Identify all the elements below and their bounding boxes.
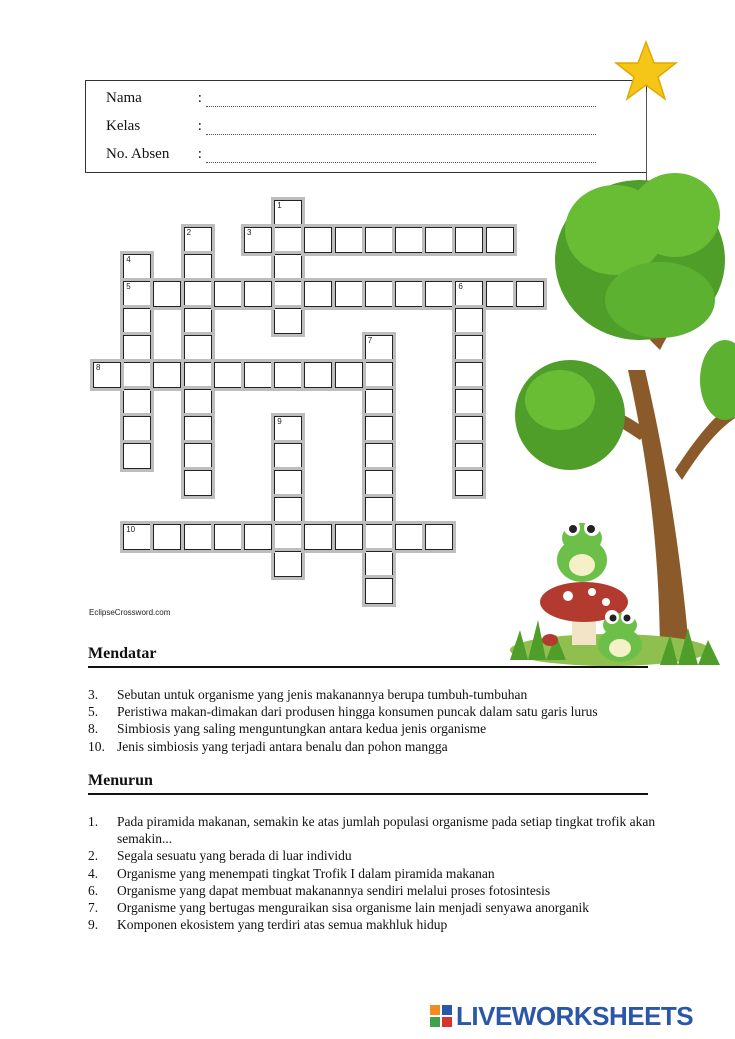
crossword-cell[interactable] (365, 578, 393, 604)
liveworksheets-logo (430, 1002, 693, 1030)
crossword-cell[interactable] (455, 335, 483, 361)
crossword-cell[interactable] (274, 524, 302, 550)
crossword-cell[interactable] (304, 524, 332, 550)
crossword-cell[interactable] (425, 281, 453, 307)
crossword-cell[interactable] (123, 254, 151, 280)
crossword-cell[interactable] (123, 308, 151, 334)
crossword-cell[interactable] (123, 416, 151, 442)
clue-number: 8 (96, 363, 101, 372)
clue-item: 4. Organisme yang menempati tingkat Trofik I dalam piramida makanan (88, 865, 495, 881)
crossword-cell[interactable] (365, 389, 393, 415)
crossword-cell[interactable] (335, 281, 363, 307)
crossword-cell[interactable] (335, 362, 363, 388)
clue-number: 3 (247, 228, 252, 237)
clue-item: 10. Jenis simbiosis yang terjadi antara benalu dan pohon mangga (88, 738, 448, 754)
clue-number: 1 (277, 201, 282, 210)
crossword-cell[interactable] (214, 524, 242, 550)
crossword-cell[interactable] (274, 254, 302, 280)
crossword-cell[interactable] (123, 524, 151, 550)
crossword-cell[interactable] (214, 281, 242, 307)
down-clue-list (88, 813, 658, 933)
crossword-cell[interactable] (274, 200, 302, 226)
crossword-cell[interactable] (244, 281, 272, 307)
clue-item: 7. Organisme yang bertugas menguraikan sisa organisme lain menjadi senyawa anorganik (88, 900, 589, 916)
down-rule (88, 793, 648, 795)
crossword-cell[interactable] (274, 551, 302, 577)
crossword-cell[interactable] (123, 443, 151, 469)
crossword-cell[interactable] (184, 254, 212, 280)
down-title: Menurun (88, 772, 153, 789)
crossword-cell[interactable] (153, 362, 181, 388)
crossword-cell[interactable] (274, 416, 302, 442)
crossword-cell[interactable] (455, 227, 483, 253)
crossword-cell[interactable] (365, 281, 393, 307)
crossword-cell[interactable] (274, 227, 302, 253)
clue-item: 3. Sebutan untuk organisme yang jenis makanannya berupa tumbuh-tumbuhan (88, 687, 528, 702)
crossword-cell[interactable] (365, 551, 393, 577)
crossword-cell[interactable] (365, 497, 393, 523)
crossword-cell[interactable] (274, 281, 302, 307)
crossword-cell[interactable] (455, 470, 483, 496)
class-row: Kelas : (106, 118, 596, 135)
clue-item: 8. Simbiosis yang saling menguntungkan antara kedua jenis organisme (88, 721, 487, 737)
clue-number: 10 (126, 525, 136, 534)
crossword-cell[interactable] (184, 416, 212, 442)
crossword-cell[interactable] (184, 389, 212, 415)
clue-item: 9. Komponen ekosistem yang terdiri atas semua makhluk hidup (88, 917, 448, 933)
clue-item: 6. Organisme yang dapat membuat makanannya sendiri melalui proses fotosintesis (88, 882, 551, 898)
clue-number: 6 (458, 282, 463, 291)
crossword-cell[interactable] (214, 362, 242, 388)
name-label: Nama (106, 90, 142, 106)
crossword-cell[interactable] (425, 524, 453, 550)
crossword-cell[interactable] (244, 524, 272, 550)
crossword-cell[interactable] (365, 470, 393, 496)
crossword-cell[interactable] (335, 227, 363, 253)
crossword-cell[interactable] (274, 308, 302, 334)
crossword-cell[interactable] (274, 470, 302, 496)
crossword-cell[interactable] (184, 443, 212, 469)
crossword-cell[interactable] (123, 389, 151, 415)
crossword-cell[interactable] (455, 308, 483, 334)
crossword-cell[interactable] (123, 281, 151, 307)
crossword-cell[interactable] (184, 227, 212, 253)
across-rule (88, 666, 648, 668)
crossword-cell[interactable] (365, 443, 393, 469)
across-title: Mendatar (88, 645, 157, 662)
crossword-cell[interactable] (365, 335, 393, 361)
crossword-cell[interactable] (123, 362, 151, 388)
clue-number: 9 (277, 417, 282, 426)
clue-number: 4 (126, 255, 131, 264)
name-row: Nama : (106, 90, 596, 107)
crossword-cell[interactable] (425, 227, 453, 253)
clue-number: 2 (186, 228, 192, 237)
class-label: Kelas (106, 118, 141, 134)
crossword-cell[interactable] (184, 524, 212, 550)
crossword-cell[interactable] (304, 281, 332, 307)
crossword-cell[interactable] (244, 227, 272, 253)
clue-item: 1. Pada piramida makanan, semakin ke atas jumlah populasi organisme pada setiap tingkat trofik akan semakin... (88, 814, 656, 847)
absen-row: No. Absen : (106, 146, 596, 163)
crossword-cell[interactable] (184, 308, 212, 334)
clue-number: 5 (126, 282, 131, 291)
crossword-cell[interactable] (93, 362, 121, 388)
crossword-cell[interactable] (153, 524, 181, 550)
crossword-cell[interactable] (274, 362, 302, 388)
crossword-cell[interactable] (455, 443, 483, 469)
crossword-cell[interactable] (184, 362, 212, 388)
across-clue-list (88, 686, 658, 755)
crossword-cell[interactable] (304, 362, 332, 388)
crossword-cell[interactable] (455, 362, 483, 388)
crossword-cell[interactable] (365, 362, 393, 388)
crossword-cell[interactable] (455, 281, 483, 307)
crossword-cell[interactable] (153, 281, 181, 307)
crossword-cell[interactable] (184, 281, 212, 307)
crossword-cell[interactable] (395, 281, 423, 307)
crossword-cell[interactable] (304, 227, 332, 253)
crossword-cell[interactable] (365, 416, 393, 442)
crossword-cell[interactable] (184, 470, 212, 496)
absen-label: No. Absen (106, 146, 170, 162)
crossword-credit: EclipseCrossword.com (89, 608, 171, 617)
crossword-cell[interactable] (123, 335, 151, 361)
crossword-cell[interactable] (455, 389, 483, 415)
tree-frog-illustration (510, 140, 735, 670)
clue-item: 5. Peristiwa makan-dimakan dari produsen hingga konsumen puncak dalam satu garis lurus (88, 704, 598, 720)
crossword-cell[interactable] (365, 227, 393, 253)
clue-number: 7 (367, 336, 373, 345)
logo-blocks-icon (430, 1005, 452, 1027)
crossword-cell[interactable] (274, 443, 302, 469)
crossword-cell[interactable] (455, 416, 483, 442)
crossword-cell[interactable] (395, 524, 423, 550)
crossword-cell[interactable] (244, 362, 272, 388)
logo-text: LIVEWORKSHEETS (456, 1000, 694, 1031)
crossword-cell[interactable] (335, 524, 363, 550)
clue-item: 2. Segala sesuatu yang berada di luar individu (88, 848, 352, 864)
crossword-cell[interactable] (395, 227, 423, 253)
crossword-cell[interactable] (184, 335, 212, 361)
crossword-cell[interactable] (274, 497, 302, 523)
crossword-cell[interactable] (365, 524, 393, 550)
